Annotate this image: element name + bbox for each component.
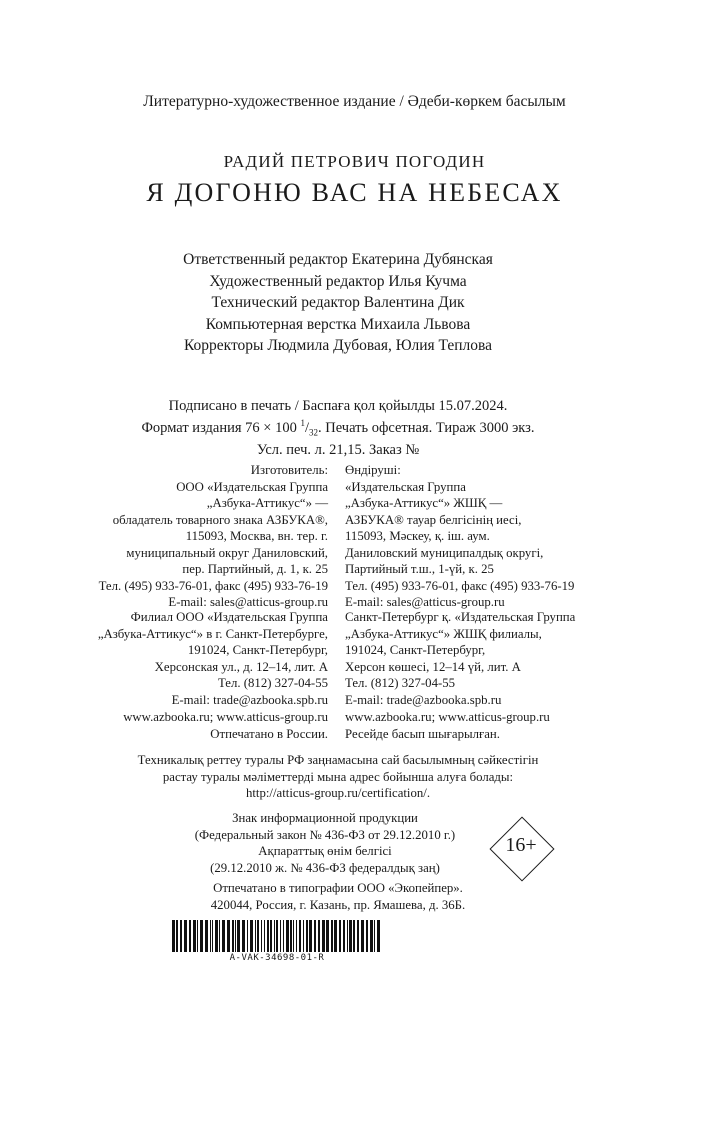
barcode-bar: [306, 920, 308, 952]
barcode-icon: [172, 920, 382, 952]
barcode-code: A-VAK-34698-01-R: [229, 953, 325, 963]
barcode-bar: [343, 920, 345, 952]
staff-line: Технический редактор Валентина Дик: [211, 294, 465, 311]
barcode-bar: [197, 920, 198, 952]
barcode-bar: [339, 920, 341, 952]
barcode-bar: [200, 920, 203, 952]
barcode-bar: [261, 920, 262, 952]
barcode-bar: [247, 920, 248, 952]
info-product-sign: Знак информационной продукции (Федеральный закон № 436-ФЗ от 29.12.2010 г.) Ақпараттық өнім белгісі (29.12.2010 ж. № 436-ФЗ федералдық заң): [194, 811, 456, 875]
barcode-bar: [347, 920, 348, 952]
barcode-bar: [232, 920, 234, 952]
branch-ru: Филиал ООО «Издательская Группа „Азбука-Аттикус“» в г. Санкт-Петербурге, 191024, Санкт-Петербург, Херсонская ул., д. 12–14, лит. А Тел. (812) 327-04-55 E-mail: trade@azbooka.spb.ru: [97, 610, 328, 707]
barcode-bar: [309, 920, 312, 952]
barcode-bar: [215, 920, 218, 952]
barcode-bar: [255, 920, 256, 952]
certification-note: Техникалық реттеу туралы РФ заңнамасына сай басылымның сәйкестігін растау туралы мәліметтерді мына адрес бойынша алуға болады: http://atticus-group.ru/certification/.: [137, 753, 539, 800]
web-kz: www.azbooka.ru; www.atticus-group.ru Ресейде басып шығарылған.: [345, 710, 550, 741]
barcode-bar: [299, 920, 301, 952]
barcode-bar: [219, 920, 220, 952]
manufacturer-kz: Өндіруші: «Издательская Группа „Азбука-Аттикус“» ЖШҚ — АЗБУКА® тауар белгісінің иесі, 115093, Мәскеу, қ. іш. аум. Даниловский муниципалдық округі, Партийный т.ш., 1-үй, к. 25 Тел. (495) 933-76-01, факс (495) 933-76-19 E-mail: sales@atticus-group.ru: [345, 463, 575, 609]
barcode-bar: [370, 920, 373, 952]
barcode-bar: [322, 920, 325, 952]
print-info: [0, 398, 676, 459]
editorial-staff: [0, 249, 676, 357]
barcode-bar: [193, 920, 196, 952]
barcode-bar: [222, 920, 225, 952]
barcode-bar: [374, 920, 375, 952]
age-rating: 16+: [505, 834, 537, 856]
barcode-bar: [242, 920, 245, 952]
barcode-bar: [280, 920, 281, 952]
barcode-bar: [237, 920, 240, 952]
series-label: Литературно-художественное издание / Әдеби-көркем басылым: [143, 93, 566, 110]
barcode-bar: [293, 920, 294, 952]
sheets-line: Усл. печ. л. 21,15. Заказ №: [256, 441, 420, 458]
barcode-bar: [184, 920, 187, 952]
barcode-bar: [290, 920, 292, 952]
barcode-bar: [274, 920, 275, 952]
barcode-bar: [357, 920, 359, 952]
barcode-bar: [189, 920, 191, 952]
web-ru: www.azbooka.ru; www.atticus-group.ru Отпечатано в России.: [123, 710, 328, 741]
author-name: РАДИЙ ПЕТРОВИЧ ПОГОДИН: [223, 152, 486, 171]
printer-info: Отпечатано в типографии ООО «Экопейпер». 420044, Россия, г. Казань, пр. Ямашева, д. 36Б.: [210, 881, 466, 912]
barcode-bar: [296, 920, 297, 952]
barcode-bar: [180, 920, 182, 952]
barcode-bar: [353, 920, 355, 952]
barcode-bar: [349, 920, 352, 952]
signed-date: Подписано в печать / Баспаға қол қойылды 15.07.2024.: [168, 398, 508, 414]
barcode-bar: [283, 920, 284, 952]
barcode-bar: [212, 920, 213, 952]
staff-line: Корректоры Людмила Дубовая, Юлия Теплова: [183, 337, 493, 354]
format-line: Формат издания 76 × 100 $^1/_{32}$. Печать офсетная. Тираж 3000 экз.: [141, 418, 535, 438]
barcode-bar: [235, 920, 236, 952]
barcode-bar: [314, 920, 316, 952]
barcode-bar: [377, 920, 380, 952]
barcode-bar: [286, 920, 289, 952]
staff-line: Компьютерная верстка Михаила Львова: [205, 315, 471, 333]
age-rating-badge: [488, 815, 554, 881]
barcode-bar: [257, 920, 259, 952]
barcode-bar: [205, 920, 208, 952]
book-title: Я ДОГОНЮ ВАС НА НЕБЕСАХ: [146, 178, 563, 207]
barcode-bar: [227, 920, 230, 952]
barcode-bar: [270, 920, 272, 952]
barcode-bar: [172, 920, 175, 952]
barcode-bar: [326, 920, 329, 952]
barcode-bar: [250, 920, 253, 952]
barcode-bar: [267, 920, 269, 952]
barcode-bar: [318, 920, 320, 952]
barcode-bar: [264, 920, 265, 952]
barcode-bar: [361, 920, 364, 952]
manufacturer-ru: Изготовитель: ООО «Издательская Группа „Азбука-Аттикус“» — обладатель товарного знака АЗБУКА®, 115093, Москва, вн. тер. г. муниципальный округ Даниловский, пер. Партийный, д. 1, к. 25 Тел. (495) 933-76-01, факс (495) 933-76-19 E-mail: sales@atticus-group.ru: [98, 463, 328, 609]
staff-line: Ответственный редактор Екатерина Дубянская: [183, 251, 493, 268]
barcode-bar: [276, 920, 278, 952]
branch-kz: Санкт-Петербург қ. «Издательская Группа „Азбука-Аттикус“» ЖШҚ филиалы, 191024, Санкт-Петербург, Херсон көшесі, 12–14 үй, лит. А Тел. (812) 327-04-55 E-mail: trade@azbooka.spb.ru: [345, 610, 576, 707]
barcode-bar: [334, 920, 337, 952]
staff-line: Художественный редактор Илья Кучма: [209, 272, 467, 290]
barcode-bar: [331, 920, 333, 952]
barcode-bar: [176, 920, 178, 952]
barcode-bar: [303, 920, 304, 952]
barcode-bar: [210, 920, 211, 952]
barcode-bar: [366, 920, 368, 952]
